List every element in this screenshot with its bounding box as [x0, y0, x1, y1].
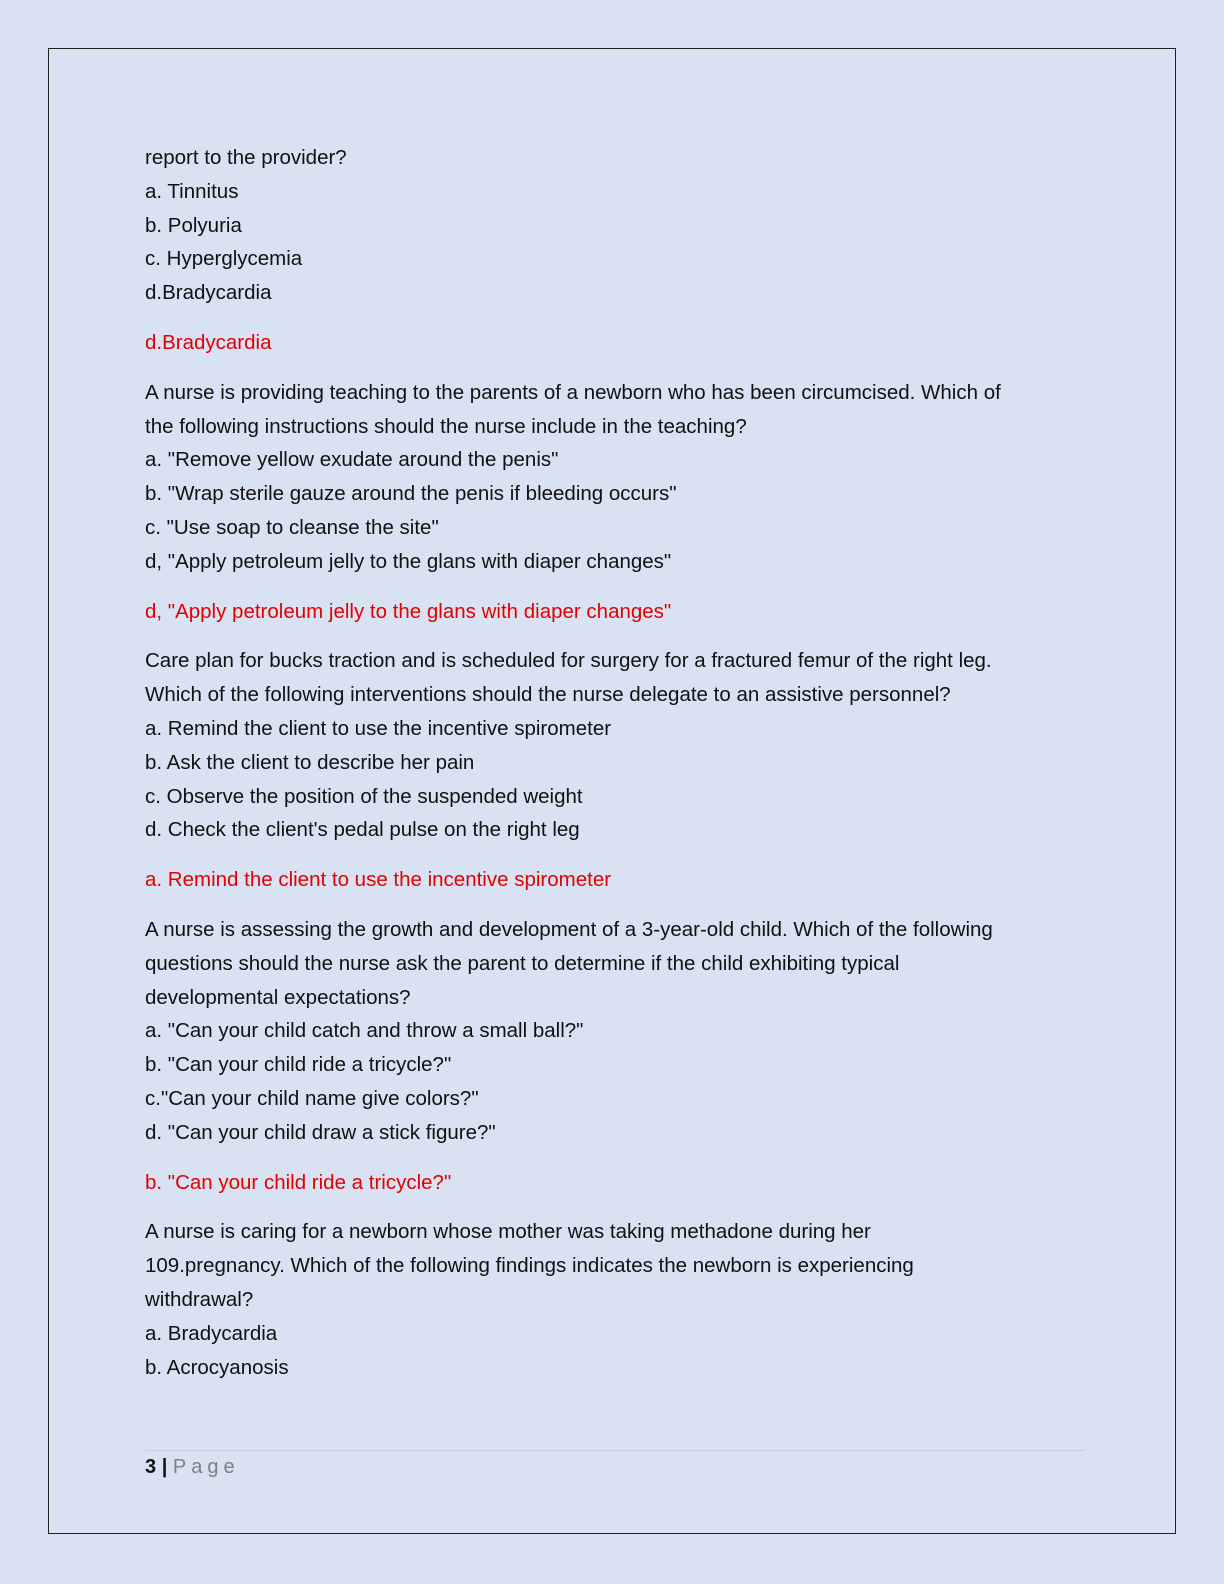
question-1 [145, 141, 1085, 310]
question-stem: questions should the nurse ask the parent to determine if the child exhibiting typical [145, 951, 900, 975]
answer-text: a. Remind the client to use the incentive spirometer [145, 868, 612, 892]
document-body [145, 141, 1085, 1384]
option-c: c."Can your child name give colors?" [145, 1086, 479, 1110]
option-c: c. "Use soap to cleanse the site" [145, 515, 439, 539]
option-d: d. "Can your child draw a stick figure?" [145, 1120, 496, 1144]
footer-divider [145, 1450, 1085, 1451]
question-stem: 109.pregnancy. Which of the following findings indicates the newborn is experiencing [145, 1254, 914, 1278]
question-stem: report to the provider? [145, 146, 347, 169]
page-label: Page [172, 1456, 240, 1478]
answer-text: b. "Can your child ride a tricycle?" [145, 1170, 452, 1194]
option-b: b. Polyuria [145, 213, 242, 237]
option-b: b. "Wrap sterile gauze around the penis if bleeding occurs" [145, 482, 677, 506]
page-footer [145, 1454, 240, 1480]
question-stem: withdrawal? [145, 1287, 254, 1311]
option-d: d. Check the client's pedal pulse on the right leg [145, 818, 580, 842]
option-a: a. "Can your child catch and throw a small ball?" [145, 1019, 584, 1043]
option-a: a. Bradycardia [145, 1321, 278, 1345]
option-a: a. "Remove yellow exudate around the penis" [145, 448, 559, 472]
option-d: d, "Apply petroleum jelly to the glans with diaper changes" [145, 549, 672, 573]
option-a: a. Tinnitus [145, 179, 239, 203]
question-stem: developmental expectations? [145, 985, 411, 1009]
question-5 [145, 1215, 1085, 1384]
option-c: c. Hyperglycemia [145, 247, 303, 271]
option-b: b. "Can your child ride a tricycle?" [145, 1053, 452, 1077]
answer-text: d.Bradycardia [145, 330, 272, 354]
answer-text: d, "Apply petroleum jelly to the glans with diaper changes" [145, 599, 672, 623]
question-3 [145, 644, 1085, 847]
option-c: c. Observe the position of the suspended weight [145, 784, 583, 808]
question-4 [145, 913, 1085, 1150]
footer-separator: | [161, 1456, 168, 1478]
question-2 [145, 376, 1085, 579]
question-stem: A nurse is caring for a newborn whose mother was taking methadone during her [145, 1220, 871, 1244]
option-b: b. Acrocyanosis [145, 1355, 289, 1379]
question-stem: A nurse is providing teaching to the parents of a newborn who has been circumcised. Which of [145, 380, 1001, 404]
option-d: d.Bradycardia [145, 281, 272, 305]
question-stem: A nurse is assessing the growth and development of a 3-year-old child. Which of the following [145, 917, 993, 941]
option-a: a. Remind the client to use the incentive spirometer [145, 716, 612, 740]
option-b: b. Ask the client to describe her pain [145, 750, 475, 774]
question-stem: Care plan for bucks traction and is scheduled for surgery for a fractured femur of the right leg. [145, 649, 992, 673]
question-stem: the following instructions should the nurse include in the teaching? [145, 414, 747, 438]
question-stem: Which of the following interventions should the nurse delegate to an assistive personnel? [145, 683, 951, 707]
page-number: 3 [145, 1456, 157, 1478]
